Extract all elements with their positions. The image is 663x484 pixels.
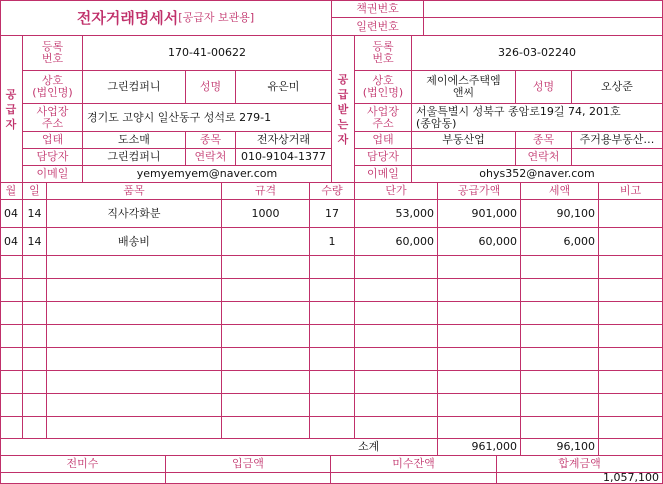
- buyer-manager-label: 담당자: [355, 149, 412, 166]
- item-tax: [521, 325, 599, 348]
- buyer-business-type: 부동산업: [412, 132, 516, 149]
- item-day: [23, 348, 47, 371]
- item-item: [47, 348, 222, 371]
- supplier-email: yemyemyem@naver.com: [83, 166, 332, 183]
- header-supply-amount: 공급가액: [438, 183, 521, 200]
- item-supply-amount: [438, 371, 521, 394]
- buyer-business-type-label: 업태: [355, 132, 412, 149]
- item-month: [0, 325, 23, 348]
- buyer-contact-label: 연락처: [516, 149, 572, 166]
- item-tax: [521, 348, 599, 371]
- item-tax: [521, 302, 599, 325]
- item-note: [599, 394, 663, 417]
- item-item: 직사각화분: [47, 200, 222, 228]
- serial-no-label: 일련번호: [332, 18, 424, 36]
- header-month: 월: [0, 183, 23, 200]
- previous-unpaid-value: [0, 473, 166, 484]
- item-item: [47, 417, 222, 439]
- supplier-manager-label: 담당자: [23, 149, 83, 166]
- item-qty: [310, 279, 355, 302]
- item-month: [0, 394, 23, 417]
- item-qty: [310, 302, 355, 325]
- item-note: [599, 302, 663, 325]
- item-note: [599, 371, 663, 394]
- buyer-contact: [572, 149, 663, 166]
- buyer-email-label: 이메일: [355, 166, 412, 183]
- item-note: [599, 256, 663, 279]
- item-item: [47, 325, 222, 348]
- item-spec: [222, 348, 310, 371]
- subtotal-supply: 961,000: [438, 439, 521, 456]
- deposit-value: [166, 473, 331, 484]
- supplier-business-type: 도소매: [83, 132, 186, 149]
- book-no-label: 책권번호: [332, 0, 424, 18]
- buyer-company: 제이에스주택엠 앤씨: [412, 71, 516, 104]
- supplier-name-label: 성명: [186, 71, 236, 104]
- item-item: [47, 394, 222, 417]
- header-day: 일: [23, 183, 47, 200]
- buyer-address-label: 사업장 주소: [355, 104, 412, 132]
- item-day: [23, 279, 47, 302]
- item-day: 14: [23, 200, 47, 228]
- serial-no-value: [424, 18, 663, 36]
- item-supply-amount: 60,000: [438, 228, 521, 256]
- item-unit-price: [355, 325, 438, 348]
- item-supply-amount: [438, 302, 521, 325]
- item-unit-price: [355, 394, 438, 417]
- buyer-reg-no-label: 등록 번호: [355, 36, 412, 71]
- item-month: [0, 371, 23, 394]
- buyer-name-label: 성명: [516, 71, 572, 104]
- buyer-address: 서울특별시 성북구 종암로19길 74, 201호 (종암동): [412, 104, 663, 132]
- header-note: 비고: [599, 183, 663, 200]
- header-spec: 규격: [222, 183, 310, 200]
- item-unit-price: [355, 348, 438, 371]
- supplier-address-label: 사업장 주소: [23, 104, 83, 132]
- side-char: 급: [5, 102, 17, 116]
- item-unit-price: [355, 279, 438, 302]
- item-spec: [222, 325, 310, 348]
- item-unit-price: 53,000: [355, 200, 438, 228]
- item-item: [47, 256, 222, 279]
- item-spec: [222, 371, 310, 394]
- item-supply-amount: 901,000: [438, 200, 521, 228]
- item-qty: [310, 325, 355, 348]
- side-char: 받: [337, 102, 349, 116]
- subtotal-note: [599, 439, 663, 456]
- item-month: [0, 417, 23, 439]
- buyer-company-label: 상호 (법인명): [355, 71, 412, 104]
- item-spec: 1000: [222, 200, 310, 228]
- item-note: [599, 200, 663, 228]
- item-spec: [222, 228, 310, 256]
- item-spec: [222, 417, 310, 439]
- buyer-name: 오상준: [572, 71, 663, 104]
- item-qty: [310, 371, 355, 394]
- grand-total-label: 합계금액: [497, 456, 663, 473]
- item-day: [23, 256, 47, 279]
- supplier-reg-no-label: 등록 번호: [23, 36, 83, 71]
- deposit-label: 입금액: [166, 456, 331, 473]
- supplier-side-label: [0, 36, 23, 183]
- item-qty: 1: [310, 228, 355, 256]
- document-title: [0, 0, 332, 36]
- item-tax: [521, 279, 599, 302]
- header-item: 품목: [47, 183, 222, 200]
- buyer-email: ohys352@naver.com: [412, 166, 663, 183]
- item-unit-price: [355, 302, 438, 325]
- item-month: 04: [0, 228, 23, 256]
- book-no-value: [424, 0, 663, 18]
- supplier-business-type-label: 업태: [23, 132, 83, 149]
- item-tax: 90,100: [521, 200, 599, 228]
- header-tax: 세액: [521, 183, 599, 200]
- item-unit-price: [355, 256, 438, 279]
- side-char: 자: [5, 117, 17, 131]
- buyer-manager: [412, 149, 516, 166]
- subtotal-tax: 96,100: [521, 439, 599, 456]
- item-day: [23, 302, 47, 325]
- item-qty: [310, 348, 355, 371]
- item-supply-amount: [438, 348, 521, 371]
- item-qty: [310, 394, 355, 417]
- subtotal-label: 소계: [358, 440, 380, 453]
- item-tax: 6,000: [521, 228, 599, 256]
- item-spec: [222, 394, 310, 417]
- item-supply-amount: [438, 256, 521, 279]
- item-day: 14: [23, 228, 47, 256]
- supplier-company: 그린컴퍼니: [83, 71, 186, 104]
- supplier-contact-label: 연락처: [186, 149, 236, 166]
- unpaid-balance-label: 미수잔액: [331, 456, 497, 473]
- item-month: [0, 348, 23, 371]
- item-item: [47, 302, 222, 325]
- item-item: 배송비: [47, 228, 222, 256]
- item-day: [23, 371, 47, 394]
- supplier-manager: 그린컴퍼니: [83, 149, 186, 166]
- item-item: [47, 371, 222, 394]
- item-note: [599, 417, 663, 439]
- item-supply-amount: [438, 394, 521, 417]
- supplier-business-item-label: 종목: [186, 132, 236, 149]
- item-tax: [521, 417, 599, 439]
- item-day: [23, 417, 47, 439]
- item-item: [47, 279, 222, 302]
- supplier-company-label: 상호 (법인명): [23, 71, 83, 104]
- buyer-business-item-label: 종목: [516, 132, 572, 149]
- item-unit-price: [355, 371, 438, 394]
- item-qty: 17: [310, 200, 355, 228]
- buyer-business-item: 주거용부동산…: [572, 132, 663, 149]
- buyer-reg-no: 326-03-02240: [412, 36, 663, 71]
- previous-unpaid-label: 전미수: [0, 456, 166, 473]
- item-spec: [222, 302, 310, 325]
- item-month: [0, 302, 23, 325]
- item-spec: [222, 279, 310, 302]
- header-qty: 수량: [310, 183, 355, 200]
- item-spec: [222, 256, 310, 279]
- grand-total-value: 1,057,100: [497, 473, 663, 484]
- subtitle-text: [공급자 보관용]: [178, 10, 255, 24]
- buyer-side-label: [332, 36, 355, 183]
- item-note: [599, 348, 663, 371]
- item-note: [599, 228, 663, 256]
- item-tax: [521, 394, 599, 417]
- item-qty: [310, 417, 355, 439]
- item-month: [0, 256, 23, 279]
- item-tax: [521, 371, 599, 394]
- item-note: [599, 279, 663, 302]
- item-supply-amount: [438, 325, 521, 348]
- item-month: [0, 279, 23, 302]
- subtotal-label-cell: [0, 439, 438, 456]
- item-day: [23, 394, 47, 417]
- item-note: [599, 325, 663, 348]
- supplier-business-item: 전자상거래: [236, 132, 332, 149]
- item-tax: [521, 256, 599, 279]
- item-supply-amount: [438, 417, 521, 439]
- title-text: 전자거래명세서: [76, 8, 179, 27]
- supplier-reg-no: 170-41-00622: [83, 36, 332, 71]
- item-supply-amount: [438, 279, 521, 302]
- supplier-email-label: 이메일: [23, 166, 83, 183]
- unpaid-balance-value: [331, 473, 497, 484]
- item-unit-price: 60,000: [355, 228, 438, 256]
- item-day: [23, 325, 47, 348]
- supplier-name: 유은미: [236, 71, 332, 104]
- supplier-address: 경기도 고양시 일산동구 성석로 279-1: [83, 104, 332, 132]
- item-month: 04: [0, 200, 23, 228]
- supplier-contact: 010-9104-1377: [236, 149, 332, 166]
- side-char: 공: [5, 87, 17, 101]
- item-unit-price: [355, 417, 438, 439]
- side-char: 는: [337, 117, 349, 131]
- side-char: 급: [337, 87, 349, 101]
- side-char: 자: [337, 132, 349, 146]
- header-unit-price: 단가: [355, 183, 438, 200]
- side-char: 공: [337, 72, 349, 86]
- item-qty: [310, 256, 355, 279]
